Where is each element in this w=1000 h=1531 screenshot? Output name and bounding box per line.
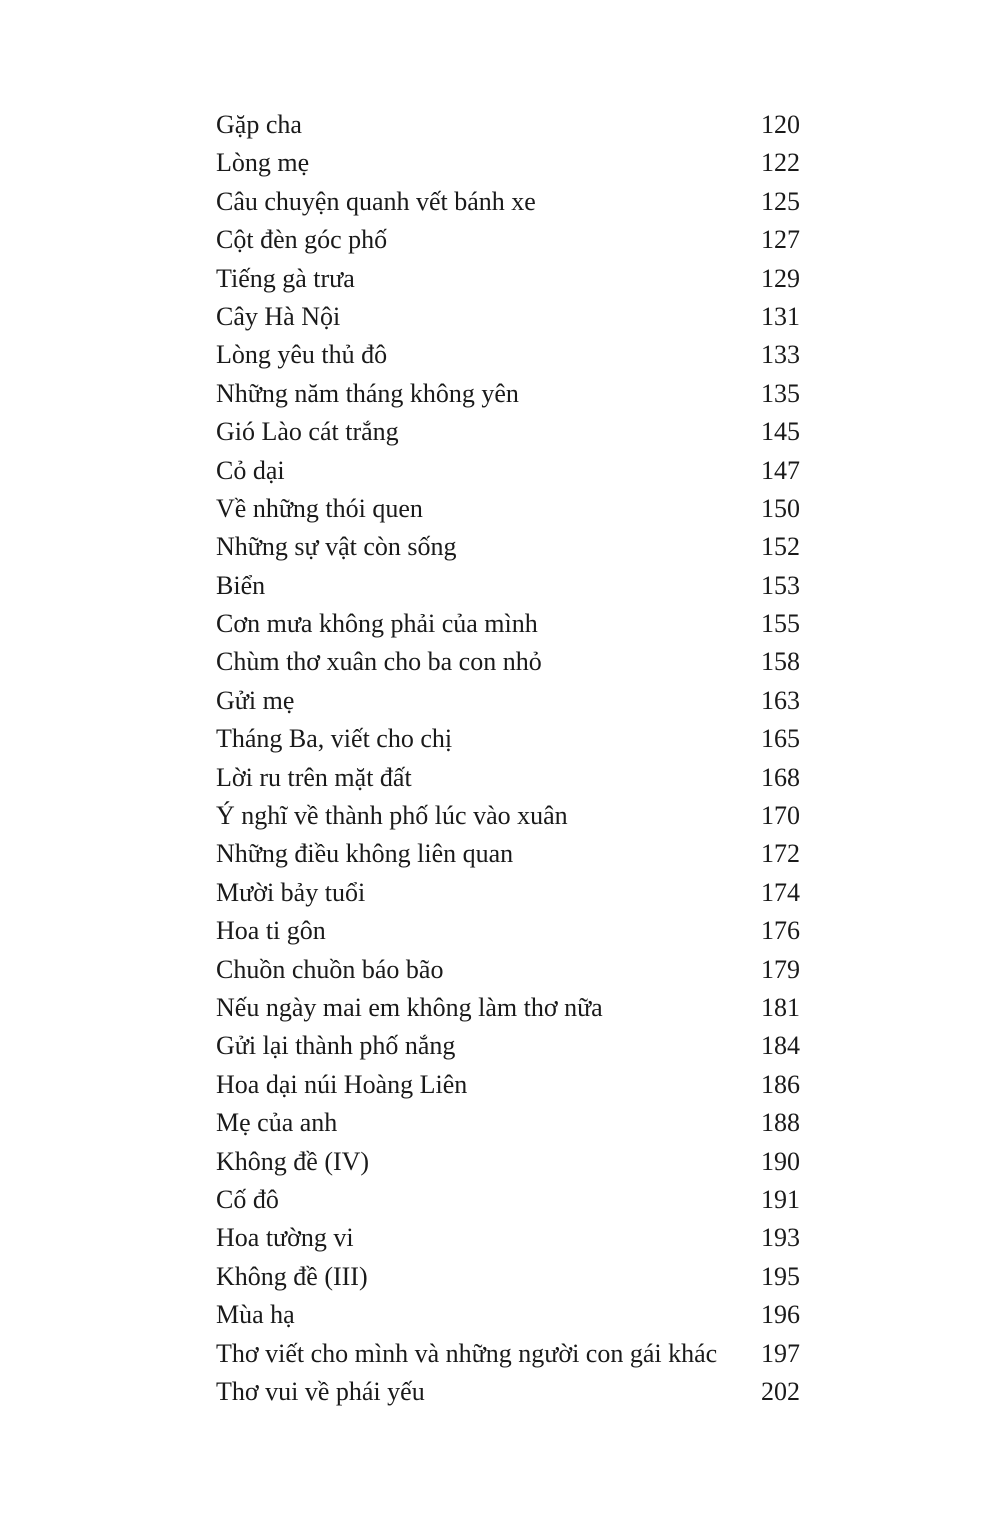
toc-entry [216, 1335, 800, 1373]
toc-entry-title: Gió Lào cát trắng [216, 417, 399, 447]
toc-entry [216, 260, 800, 298]
toc-entry-page-number: 158 [761, 647, 800, 677]
toc-entry-page-number: 196 [761, 1300, 800, 1330]
toc-entry [216, 682, 800, 720]
toc-entry-title: Ý nghĩ về thành phố lúc vào xuân [216, 801, 568, 831]
toc-entry-page-number: 186 [761, 1069, 800, 1099]
toc-entry-title: Chuồn chuồn báo bão [216, 954, 444, 984]
toc-entry-page-number: 133 [761, 340, 800, 370]
toc-entry [216, 951, 800, 989]
toc-entry-title: Những điều không liên quan [216, 839, 514, 869]
toc-entry [216, 1219, 800, 1257]
toc-entry-title: Tháng Ba, viết cho chị [216, 724, 453, 754]
toc-entry-title: Chùm thơ xuân cho ba con nhỏ [216, 647, 542, 677]
toc-entry [216, 643, 800, 681]
toc-entry-page-number: 184 [761, 1031, 800, 1061]
toc-entry-title: Thơ viết cho mình và những người con gái khác [216, 1338, 718, 1368]
toc-entry-title: Cỏ dại [216, 455, 285, 485]
toc-entry [216, 1104, 800, 1142]
toc-entry-page-number: 150 [761, 493, 800, 523]
toc-entry-page-number: 163 [761, 685, 800, 715]
toc-entry [216, 221, 800, 259]
toc-entry-page-number: 135 [761, 378, 800, 408]
toc-entry-page-number: 168 [761, 762, 800, 792]
toc-entry [216, 912, 800, 950]
toc-entry-title: Những năm tháng không yên [216, 378, 519, 408]
toc-entry-title: Về những thói quen [216, 493, 423, 523]
toc-entry-title: Những sự vật còn sống [216, 532, 457, 562]
toc-entry-title: Tiếng gà trưa [216, 263, 355, 293]
toc-entry-title: Không đề (IV) [216, 1146, 370, 1176]
toc-entry [216, 989, 800, 1027]
toc-entry-page-number: 127 [761, 225, 800, 255]
toc-entry-title: Gặp cha [216, 110, 302, 139]
toc-entry-title: Hoa ti gôn [216, 916, 326, 946]
toc-entry [216, 605, 800, 643]
toc-entry-title: Mùa hạ [216, 1300, 295, 1330]
toc-entry-title: Lòng yêu thủ đô [216, 340, 388, 370]
toc-entry [216, 1373, 800, 1411]
toc-entry [216, 452, 800, 490]
toc-entry [216, 1258, 800, 1296]
toc-entry [216, 298, 800, 336]
toc-entry [216, 874, 800, 912]
toc-entry-page-number: 122 [761, 148, 800, 178]
toc-entry-title: Câu chuyện quanh vết bánh xe [216, 186, 536, 216]
toc-entry-title: Cơn mưa không phải của mình [216, 609, 538, 639]
toc-entry [216, 183, 800, 221]
toc-entry-page-number: 120 [761, 110, 800, 139]
toc-entry [216, 1027, 800, 1065]
toc-entry-title: Gửi mẹ [216, 685, 295, 715]
toc-entry [216, 336, 800, 374]
toc-entry-title: Lòng mẹ [216, 148, 310, 178]
toc-entry [216, 1066, 800, 1104]
toc-entry-page-number: 145 [761, 417, 800, 447]
toc-entry-title: Cố đô [216, 1184, 279, 1214]
toc-entry [216, 490, 800, 528]
toc-entry [216, 1143, 800, 1181]
toc-entry [216, 1296, 800, 1334]
toc-entry [216, 413, 800, 451]
toc-entry-page-number: 170 [761, 801, 800, 831]
toc-entry-page-number: 181 [761, 992, 800, 1022]
toc-entry-page-number: 152 [761, 532, 800, 562]
toc-entry-title: Không đề (III) [216, 1261, 368, 1291]
toc-entry-page-number: 129 [761, 263, 800, 293]
toc-entry-title: Hoa dại núi Hoàng Liên [216, 1069, 468, 1099]
toc-entry-page-number: 190 [761, 1146, 800, 1176]
toc-entry-page-number: 188 [761, 1108, 800, 1138]
toc-entry [216, 106, 800, 144]
toc-entry-page-number: 176 [761, 916, 800, 946]
toc-entry [216, 797, 800, 835]
toc-entry-page-number: 147 [761, 455, 800, 485]
toc-entry-title: Nếu ngày mai em không làm thơ nữa [216, 992, 603, 1022]
toc-entry-page-number: 172 [761, 839, 800, 869]
toc-entry-title: Gửi lại thành phố nắng [216, 1031, 456, 1061]
toc-entry [216, 528, 800, 566]
toc-entry-title: Hoa tường vi [216, 1223, 354, 1253]
toc-entry [216, 567, 800, 605]
toc-entry-title: Lời ru trên mặt đất [216, 762, 412, 792]
toc-entry-page-number: 179 [761, 954, 800, 984]
toc-entry-title: Mẹ của anh [216, 1108, 338, 1138]
toc-entry-title: Cây Hà Nội [216, 301, 341, 331]
toc-entry-page-number: 197 [761, 1338, 800, 1368]
toc-entry-page-number: 153 [761, 570, 800, 600]
toc-entry-page-number: 195 [761, 1261, 800, 1291]
toc-entry-page-number: 125 [761, 186, 800, 216]
toc-entry-page-number: 131 [761, 301, 800, 331]
toc-entry-page-number: 193 [761, 1223, 800, 1253]
toc-entry-title: Biển [216, 570, 266, 600]
toc-entry [216, 1181, 800, 1219]
toc-entry-title: Mười bảy tuổi [216, 877, 366, 907]
toc-entry [216, 759, 800, 797]
toc-entry-page-number: 191 [761, 1184, 800, 1214]
toc-entry-page-number: 155 [761, 609, 800, 639]
toc-entry [216, 835, 800, 873]
toc-entry [216, 144, 800, 182]
table-of-contents [216, 106, 800, 1411]
toc-entry [216, 375, 800, 413]
toc-entry-page-number: 165 [761, 724, 800, 754]
toc-entry-title: Thơ vui về phái yếu [216, 1376, 425, 1406]
toc-entry-page-number: 202 [761, 1376, 800, 1406]
toc-entry [216, 720, 800, 758]
toc-entry-title: Cột đèn góc phố [216, 225, 388, 255]
toc-entry-page-number: 174 [761, 877, 800, 907]
